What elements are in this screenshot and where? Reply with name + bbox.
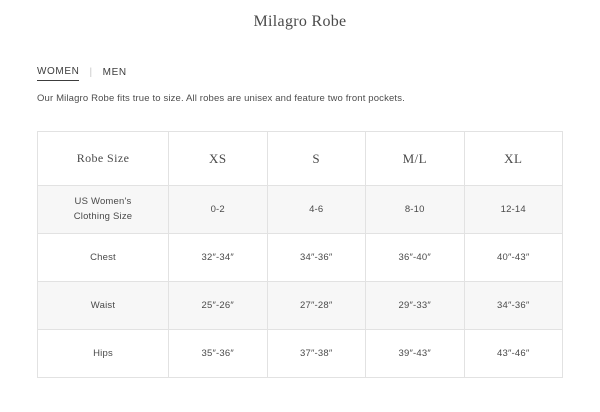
row-label-line-1: US Women's (74, 196, 132, 208)
cell-us-size-xs: 0-2 (169, 186, 268, 234)
column-header-s: S (267, 132, 366, 186)
cell-us-size-ml: 8-10 (366, 186, 465, 234)
cell-waist-ml: 29″-33″ (366, 282, 465, 330)
cell-us-size-s: 4-6 (267, 186, 366, 234)
cell-hips-xs: 35″-36″ (169, 330, 268, 378)
table-row (38, 186, 563, 234)
table-row (38, 234, 563, 282)
table-row (38, 282, 563, 330)
intro-text: Our Milagro Robe fits true to size. All robes are unisex and feature two front pockets. (37, 93, 405, 104)
cell-hips-xl: 43″-46″ (464, 330, 563, 378)
cell-us-size-xl: 12-14 (464, 186, 563, 234)
cell-hips-s: 37″-38″ (267, 330, 366, 378)
row-label-us-womens-clothing-size (38, 186, 169, 234)
cell-waist-s: 27″-28″ (267, 282, 366, 330)
cell-chest-xl: 40″-43″ (464, 234, 563, 282)
table-row (38, 330, 563, 378)
column-header-xl: XL (464, 132, 563, 186)
cell-chest-xs: 32″-34″ (169, 234, 268, 282)
cell-waist-xl: 34″-36″ (464, 282, 563, 330)
cell-waist-xs: 25″-26″ (169, 282, 268, 330)
cell-chest-s: 34″-36″ (267, 234, 366, 282)
row-label-hips: Hips (38, 330, 169, 378)
tab-separator: | (89, 66, 93, 78)
row-label-line-2: Clothing Size (73, 210, 133, 222)
column-header-robe-size: Robe Size (38, 132, 169, 186)
page-title: Milagro Robe (253, 13, 347, 30)
column-header-xs: XS (169, 132, 268, 186)
tab-women[interactable]: WOMEN (37, 66, 79, 81)
cell-chest-ml: 36″-40″ (366, 234, 465, 282)
size-chart-table (37, 131, 563, 378)
row-label-waist: Waist (38, 282, 169, 330)
row-label-chest: Chest (38, 234, 169, 282)
column-header-ml: M/L (366, 132, 465, 186)
table-header-row (38, 132, 563, 186)
cell-hips-ml: 39″-43″ (366, 330, 465, 378)
gender-tabs (37, 66, 127, 81)
size-chart-container (37, 131, 563, 378)
tab-men[interactable]: MEN (102, 66, 127, 78)
